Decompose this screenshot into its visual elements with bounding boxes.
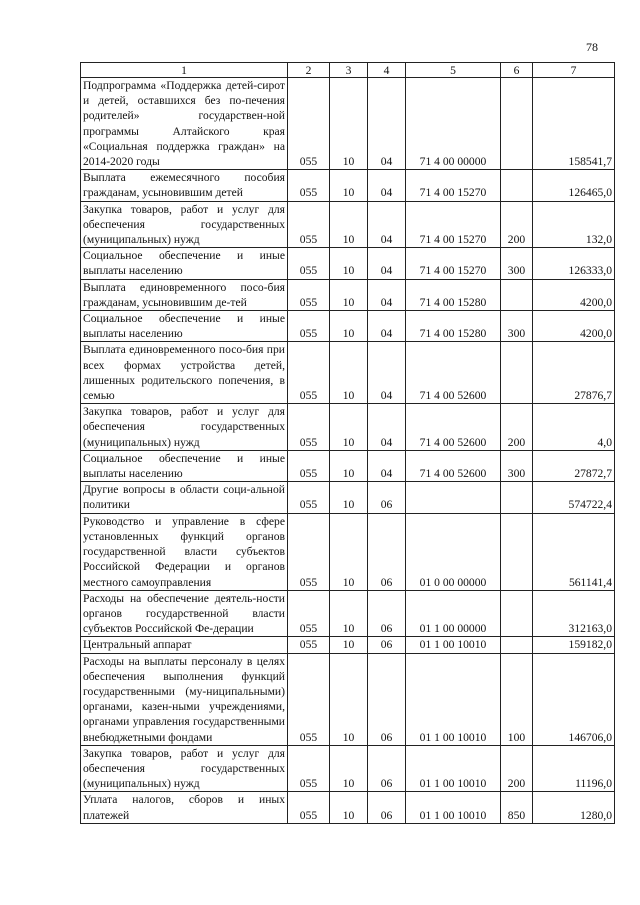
table-row <box>81 248 615 279</box>
row-target-code-cell: 71 4 00 15280 <box>406 279 501 310</box>
row-subsection-cell: 06 <box>368 482 406 513</box>
row-subsection-cell: 04 <box>368 404 406 451</box>
table-row <box>81 482 615 513</box>
row-name-cell: Выплата единовременного посо-бия при всех формах устройства детей, лишенных родительского попечения, в семью <box>81 342 288 404</box>
row-target-code-cell <box>406 482 501 513</box>
row-subsection-cell: 04 <box>368 201 406 248</box>
row-code-cell: 055 <box>288 482 330 513</box>
row-name-cell: Уплата налогов, сборов и иных платежей <box>81 792 288 823</box>
table-row <box>81 201 615 248</box>
table-row <box>81 513 615 590</box>
header-col-7: 7 <box>533 63 615 78</box>
row-amount-cell: 159182,0 <box>533 637 615 653</box>
header-col-2: 2 <box>288 63 330 78</box>
table-header-row <box>81 63 615 78</box>
row-amount-cell: 4200,0 <box>533 279 615 310</box>
row-amount-cell: 126333,0 <box>533 248 615 279</box>
table-row <box>81 342 615 404</box>
table-row <box>81 792 615 823</box>
row-expense-type-cell <box>501 170 533 201</box>
row-subsection-cell: 04 <box>368 170 406 201</box>
row-section-cell: 10 <box>330 590 368 637</box>
row-code-cell: 055 <box>288 279 330 310</box>
table-row <box>81 745 615 792</box>
table-row <box>81 311 615 342</box>
row-expense-type-cell: 300 <box>501 311 533 342</box>
row-amount-cell: 132,0 <box>533 201 615 248</box>
row-name-cell: Социальное обеспечение и иные выплаты населению <box>81 248 288 279</box>
row-subsection-cell: 04 <box>368 342 406 404</box>
row-name-cell: Подпрограмма «Поддержка детей-сирот и детей, оставшихся без по-печения родителей» государствен-ной программы Алтайского края «Социальная поддержка граждан» на 2014-2020 годы <box>81 78 288 170</box>
row-subsection-cell: 06 <box>368 513 406 590</box>
row-target-code-cell: 01 1 00 10010 <box>406 745 501 792</box>
table-row <box>81 653 615 745</box>
row-code-cell: 055 <box>288 513 330 590</box>
row-amount-cell: 4200,0 <box>533 311 615 342</box>
row-expense-type-cell: 100 <box>501 653 533 745</box>
row-name-cell: Социальное обеспечение и иные выплаты населению <box>81 450 288 481</box>
row-subsection-cell: 06 <box>368 653 406 745</box>
row-subsection-cell: 04 <box>368 248 406 279</box>
row-section-cell: 10 <box>330 404 368 451</box>
table-row <box>81 450 615 481</box>
row-name-cell: Расходы на обеспечение деятель-ности органов государственной власти субъектов Российской Фе-дерации <box>81 590 288 637</box>
row-subsection-cell: 04 <box>368 450 406 481</box>
row-target-code-cell: 01 1 00 00000 <box>406 590 501 637</box>
row-expense-type-cell: 200 <box>501 745 533 792</box>
row-amount-cell: 126465,0 <box>533 170 615 201</box>
row-section-cell: 10 <box>330 513 368 590</box>
row-subsection-cell: 06 <box>368 792 406 823</box>
row-code-cell: 055 <box>288 637 330 653</box>
row-name-cell: Расходы на выплаты персоналу в целях обеспечения выполнения функций государственными (му-ниципальными) органами, казен-ными учреждениями, органами управления государственными внебюджетными фондами <box>81 653 288 745</box>
row-section-cell: 10 <box>330 279 368 310</box>
row-code-cell: 055 <box>288 450 330 481</box>
row-expense-type-cell <box>501 78 533 170</box>
row-expense-type-cell: 200 <box>501 404 533 451</box>
table-row <box>81 637 615 653</box>
row-code-cell: 055 <box>288 78 330 170</box>
row-name-cell: Другие вопросы в области соци-альной политики <box>81 482 288 513</box>
row-amount-cell: 4,0 <box>533 404 615 451</box>
row-amount-cell: 11196,0 <box>533 745 615 792</box>
header-col-3: 3 <box>330 63 368 78</box>
header-col-5: 5 <box>406 63 501 78</box>
row-target-code-cell: 01 1 00 10010 <box>406 792 501 823</box>
row-amount-cell: 27876,7 <box>533 342 615 404</box>
row-expense-type-cell <box>501 637 533 653</box>
row-amount-cell: 158541,7 <box>533 78 615 170</box>
row-amount-cell: 1280,0 <box>533 792 615 823</box>
row-target-code-cell: 71 4 00 15270 <box>406 248 501 279</box>
table-row <box>81 404 615 451</box>
row-name-cell: Выплата ежемесячного пособия гражданам, усыновившим детей <box>81 170 288 201</box>
row-section-cell: 10 <box>330 248 368 279</box>
row-target-code-cell: 71 4 00 15280 <box>406 311 501 342</box>
row-expense-type-cell: 300 <box>501 248 533 279</box>
row-section-cell: 10 <box>330 637 368 653</box>
budget-table <box>80 62 615 824</box>
row-target-code-cell: 01 0 00 00000 <box>406 513 501 590</box>
row-expense-type-cell: 850 <box>501 792 533 823</box>
row-target-code-cell: 01 1 00 10010 <box>406 637 501 653</box>
row-code-cell: 055 <box>288 792 330 823</box>
row-code-cell: 055 <box>288 342 330 404</box>
row-code-cell: 055 <box>288 170 330 201</box>
row-section-cell: 10 <box>330 792 368 823</box>
row-name-cell: Закупка товаров, работ и услуг для обеспечения государственных (муниципальных) нужд <box>81 745 288 792</box>
row-target-code-cell: 71 4 00 52600 <box>406 404 501 451</box>
row-code-cell: 055 <box>288 653 330 745</box>
row-subsection-cell: 06 <box>368 637 406 653</box>
row-expense-type-cell <box>501 482 533 513</box>
row-expense-type-cell <box>501 279 533 310</box>
row-code-cell: 055 <box>288 404 330 451</box>
row-code-cell: 055 <box>288 201 330 248</box>
row-section-cell: 10 <box>330 450 368 481</box>
row-amount-cell: 146706,0 <box>533 653 615 745</box>
header-col-4: 4 <box>368 63 406 78</box>
header-col-1: 1 <box>81 63 288 78</box>
table-row <box>81 279 615 310</box>
row-name-cell: Руководство и управление в сфере установленных функций органов государственной власти субъектов Российской Федерации и органов местного самоуправления <box>81 513 288 590</box>
row-name-cell: Центральный аппарат <box>81 637 288 653</box>
row-expense-type-cell: 200 <box>501 201 533 248</box>
row-code-cell: 055 <box>288 590 330 637</box>
page-number: 78 <box>586 40 598 54</box>
table-row <box>81 590 615 637</box>
row-target-code-cell: 71 4 00 52600 <box>406 450 501 481</box>
row-subsection-cell: 04 <box>368 311 406 342</box>
table-row <box>81 170 615 201</box>
row-name-cell: Закупка товаров, работ и услуг для обеспечения государственных (муниципальных) нужд <box>81 201 288 248</box>
row-expense-type-cell <box>501 590 533 637</box>
row-amount-cell: 574722,4 <box>533 482 615 513</box>
row-name-cell: Закупка товаров, работ и услуг для обеспечения государственных (муниципальных) нужд <box>81 404 288 451</box>
row-name-cell: Выплата единовременного посо-бия гражданам, усыновившим де-тей <box>81 279 288 310</box>
row-section-cell: 10 <box>330 201 368 248</box>
row-expense-type-cell <box>501 342 533 404</box>
row-code-cell: 055 <box>288 745 330 792</box>
row-amount-cell: 312163,0 <box>533 590 615 637</box>
row-subsection-cell: 06 <box>368 745 406 792</box>
row-amount-cell: 27872,7 <box>533 450 615 481</box>
header-col-6: 6 <box>501 63 533 78</box>
row-subsection-cell: 06 <box>368 590 406 637</box>
row-section-cell: 10 <box>330 170 368 201</box>
row-section-cell: 10 <box>330 78 368 170</box>
row-section-cell: 10 <box>330 342 368 404</box>
row-expense-type-cell <box>501 513 533 590</box>
row-amount-cell: 561141,4 <box>533 513 615 590</box>
table-row <box>81 78 615 170</box>
row-subsection-cell: 04 <box>368 279 406 310</box>
row-section-cell: 10 <box>330 745 368 792</box>
row-section-cell: 10 <box>330 653 368 745</box>
row-target-code-cell: 71 4 00 00000 <box>406 78 501 170</box>
row-code-cell: 055 <box>288 248 330 279</box>
row-target-code-cell: 71 4 00 15270 <box>406 201 501 248</box>
row-section-cell: 10 <box>330 311 368 342</box>
row-target-code-cell: 71 4 00 15270 <box>406 170 501 201</box>
row-name-cell: Социальное обеспечение и иные выплаты населению <box>81 311 288 342</box>
row-target-code-cell: 01 1 00 10010 <box>406 653 501 745</box>
row-subsection-cell: 04 <box>368 78 406 170</box>
row-expense-type-cell: 300 <box>501 450 533 481</box>
row-code-cell: 055 <box>288 311 330 342</box>
row-section-cell: 10 <box>330 482 368 513</box>
row-target-code-cell: 71 4 00 52600 <box>406 342 501 404</box>
